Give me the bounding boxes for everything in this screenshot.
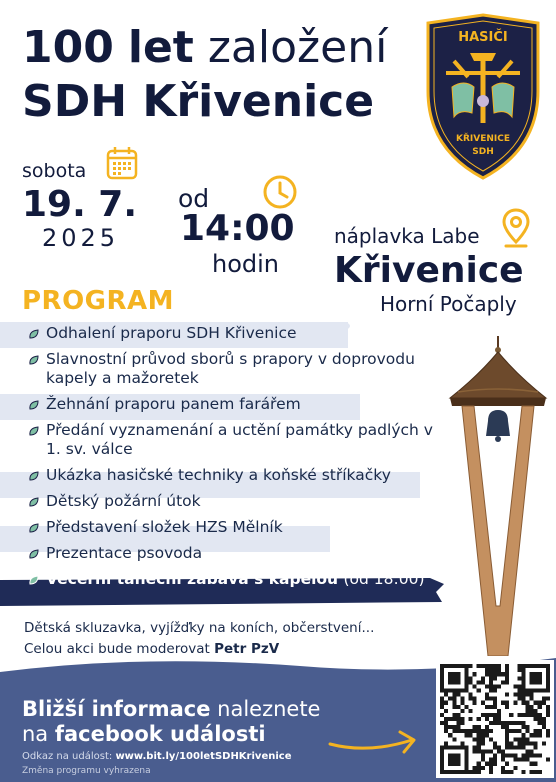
program-item-text: Předání vyznamenání a uctění památky padlých v 1. sv. válce <box>46 421 433 458</box>
program-item-text: Žehnání praporu panem farářem <box>46 395 301 413</box>
program-item-text: Prezentace psovoda <box>46 544 203 562</box>
title-let: let <box>127 22 194 73</box>
title-number: 100 <box>22 22 114 73</box>
link-prefix: Odkaz na událost: <box>22 751 113 762</box>
leaf-bullet-icon <box>28 354 40 366</box>
leaf-bullet-icon <box>28 522 40 534</box>
program-item-text: Odhalení praporu SDH Křivenice <box>46 324 297 342</box>
weekday: sobota <box>22 160 87 182</box>
fire-badge-icon <box>424 13 542 181</box>
clock-icon <box>262 174 298 210</box>
time-prefix: od <box>178 184 210 213</box>
info-line-1 <box>22 697 320 721</box>
program-item <box>24 395 444 414</box>
program-item <box>24 518 444 537</box>
program-item-text: Večerní taneční zábava s kapelou <box>46 570 339 588</box>
program-list <box>24 324 444 596</box>
calendar-icon <box>106 146 138 180</box>
leaf-bullet-icon <box>28 574 40 586</box>
leaf-bullet-icon <box>28 399 40 411</box>
info-bold-2: facebook události <box>54 722 266 746</box>
event-year: 2025 <box>42 224 120 252</box>
event-date: 19. 7. <box>22 184 138 225</box>
bell-tower-icon <box>448 336 548 656</box>
location-line-1: náplavka Labe <box>334 224 480 248</box>
extras-line-1: Dětská skluzavka, vyjížďky na koních, občerstvení... <box>24 620 375 636</box>
link-url[interactable]: www.bit.ly/100letSDHKrivenice <box>115 751 292 762</box>
program-item-aside: (od 18:00) <box>343 570 425 588</box>
time-suffix: hodin <box>212 250 280 278</box>
program-item-highlight <box>24 570 444 589</box>
program-item-text: Ukázka hasičské techniky a koňské stříkačky <box>46 466 391 484</box>
event-time: 14:00 <box>180 208 295 249</box>
program-item <box>24 466 444 485</box>
moderator-name: Petr PzV <box>214 641 280 657</box>
program-heading: PROGRAM <box>22 286 175 316</box>
location-line-2: Křivenice <box>334 250 524 291</box>
qr-code[interactable] <box>436 660 554 778</box>
location-pin-icon <box>502 208 530 248</box>
event-link[interactable] <box>22 751 291 762</box>
extras-prefix: Celou akci bude moderovat <box>24 641 210 657</box>
program-item <box>24 324 444 343</box>
program-change-note: Změna programu vyhrazena <box>22 766 151 776</box>
leaf-bullet-icon <box>28 548 40 560</box>
program-item-text: Slavnostní průvod sborů s prapory v doprovodu kapely a mažoretek <box>46 350 415 387</box>
title-line-2: SDH Křivenice <box>22 76 375 127</box>
arrow-icon <box>328 728 420 758</box>
program-item <box>24 544 444 563</box>
leaf-bullet-icon <box>28 328 40 340</box>
program-item-text: Dětský požární útok <box>46 492 201 510</box>
title-line-1 <box>22 24 387 72</box>
title-zalozeni: založení <box>207 22 388 73</box>
info-line-2 <box>22 722 266 746</box>
program-item <box>24 350 444 388</box>
info-light-1: naleznete <box>217 697 321 721</box>
info-bold-1: Bližší informace <box>22 697 211 721</box>
badge-bottom-text-1: KŘIVENICE <box>456 134 510 144</box>
leaf-bullet-icon <box>28 496 40 508</box>
program-item <box>24 421 444 459</box>
location-line-3: Horní Počaply <box>380 292 517 316</box>
leaf-bullet-icon <box>28 470 40 482</box>
info-light-2: na <box>22 722 49 746</box>
leaf-bullet-icon <box>28 425 40 437</box>
program-item-text: Představení složek HZS Mělník <box>46 518 283 536</box>
badge-top-text: HASIČI <box>458 30 508 45</box>
program-item <box>24 492 444 511</box>
badge-bottom-text-2: SDH <box>472 147 494 157</box>
